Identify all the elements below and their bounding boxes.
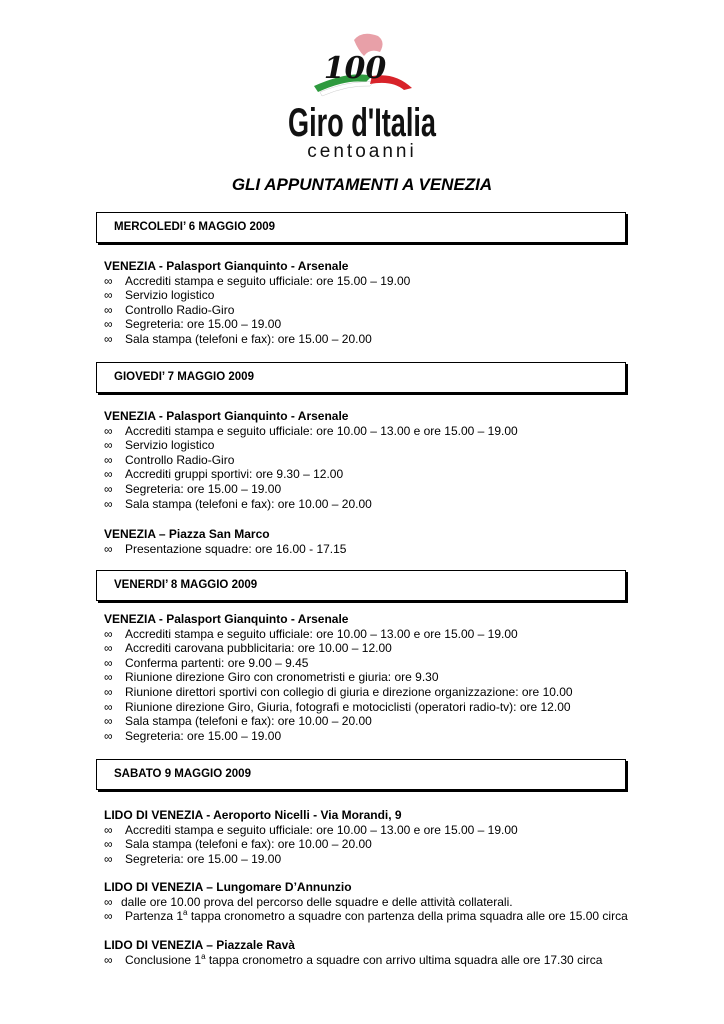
day-section: [104, 259, 664, 347]
list-item: ∞ Accrediti stampa e seguito ufficiale: ore 10.00 – 13.00 e ore 15.00 – 19.00: [104, 626, 518, 641]
location-heading: VENEZIA - Palasport Gianquinto - Arsenale: [104, 612, 349, 626]
list-item: ∞ Riunione direttori sportivi con collegio di giuria e direzione organizzazione: ore 10.00: [104, 684, 573, 699]
infinity-bullet-icon: ∞: [104, 317, 113, 332]
infinity-bullet-icon: ∞: [104, 438, 113, 453]
day-header-box: [96, 212, 626, 243]
day-header-box: [96, 759, 626, 790]
list-item: ∞ Sala stampa (telefoni e fax): ore 10.00 – 20.00: [104, 496, 372, 511]
infinity-bullet-icon: ∞: [104, 714, 113, 729]
infinity-bullet-icon: ∞: [104, 481, 113, 496]
infinity-bullet-icon: ∞: [104, 288, 113, 303]
day-header: MERCOLEDI’ 6 MAGGIO 2009: [114, 221, 276, 233]
list-item: ∞ Conferma partenti: ore 9.00 – 9.45: [104, 655, 309, 670]
location-heading: VENEZIA - Palasport Gianquinto - Arsenale: [104, 409, 349, 423]
day-subsection: [104, 880, 664, 924]
day-subsection: [104, 527, 664, 556]
infinity-bullet-icon: ∞: [104, 641, 113, 656]
logo-number: 100: [323, 51, 387, 86]
location-heading: VENEZIA – Piazza San Marco: [104, 527, 270, 541]
infinity-bullet-icon: ∞: [104, 684, 113, 699]
infinity-bullet-icon: ∞: [104, 837, 113, 852]
day-header: VENERDI’ 8 MAGGIO 2009: [114, 579, 258, 591]
logo-tagline: centoanni: [307, 141, 417, 160]
page-title: GLI APPUNTAMENTI A VENEZIA: [231, 175, 493, 194]
infinity-bullet-icon: ∞: [104, 541, 113, 556]
infinity-bullet-icon: ∞: [104, 273, 113, 288]
logo-brand: Giro d'Italia: [288, 101, 437, 145]
list-item: ∞ Segreteria: ore 15.00 – 19.00: [104, 728, 282, 743]
list-item: ∞ Servizio logistico: [104, 438, 215, 453]
location-heading: LIDO DI VENEZIA – Piazzale Ravà: [104, 938, 295, 952]
infinity-bullet-icon: ∞: [104, 302, 113, 317]
location-heading: VENEZIA - Palasport Gianquinto - Arsenale: [104, 259, 349, 273]
list-item: ∞ Accrediti stampa e seguito ufficiale: ore 10.00 – 13.00 e ore 15.00 – 19.00: [104, 822, 518, 837]
location-heading: LIDO DI VENEZIA - Aeroporto Nicelli - Via Morandi, 9: [104, 808, 402, 822]
list-item: ∞ Presentazione squadre: ore 16.00 - 17.15: [104, 541, 347, 556]
infinity-bullet-icon: ∞: [104, 423, 113, 438]
day-header: SABATO 9 MAGGIO 2009: [114, 768, 251, 780]
day-section: [104, 409, 664, 511]
list-item: ∞ Segreteria: ore 15.00 – 19.00: [104, 851, 282, 866]
list-item: ∞ Accrediti gruppi sportivi: ore 9.30 – 12.00: [104, 467, 344, 482]
list-item: ∞ Accrediti carovana pubblicitaria: ore 10.00 – 12.00: [104, 641, 392, 656]
list-item: ∞ Accrediti stampa e seguito ufficiale: ore 15.00 – 19.00: [104, 273, 411, 288]
day-subsection: [104, 938, 664, 967]
day-header-box: [96, 362, 626, 393]
list-item: ∞ Conclusione 1$^a$ tappa cronometro a squadre con arrivo ultima squadra alle ore 17.30 circa: [104, 951, 603, 967]
infinity-bullet-icon: ∞: [104, 699, 113, 714]
list-item: ∞ dalle ore 10.00 prova del percorso delle squadre e delle attività collaterali.: [104, 894, 513, 909]
list-item: ∞ Controllo Radio-Giro: [104, 452, 235, 467]
giro-ditalia-logo: [0, 30, 724, 160]
infinity-bullet-icon: ∞: [104, 626, 113, 641]
day-section: [104, 612, 664, 743]
infinity-bullet-icon: ∞: [104, 822, 113, 837]
list-item: ∞ Servizio logistico: [104, 288, 215, 303]
infinity-bullet-icon: ∞: [104, 952, 113, 967]
day-header: GIOVEDI’ 7 MAGGIO 2009: [114, 371, 254, 383]
list-item: ∞ Accrediti stampa e seguito ufficiale: ore 10.00 – 13.00 e ore 15.00 – 19.00: [104, 423, 518, 438]
location-heading: LIDO DI VENEZIA – Lungomare D’Annunzio: [104, 880, 352, 894]
list-item: ∞ Riunione direzione Giro con cronometristi e giuria: ore 9.30: [104, 670, 439, 685]
list-item: ∞ Sala stampa (telefoni e fax): ore 10.00 – 20.00: [104, 714, 372, 729]
infinity-bullet-icon: ∞: [104, 670, 113, 685]
list-item: ∞ Segreteria: ore 15.00 – 19.00: [104, 481, 282, 496]
day-header-box: [96, 570, 626, 601]
list-item: ∞ Segreteria: ore 15.00 – 19.00: [104, 317, 282, 332]
infinity-bullet-icon: ∞: [104, 851, 113, 866]
list-item: ∞ Sala stampa (telefoni e fax): ore 10.00 – 20.00: [104, 837, 372, 852]
infinity-bullet-icon: ∞: [104, 655, 113, 670]
infinity-bullet-icon: ∞: [104, 909, 113, 924]
list-item: ∞ Sala stampa (telefoni e fax): ore 15.00 – 20.00: [104, 331, 372, 346]
list-item: ∞ Controllo Radio-Giro: [104, 302, 235, 317]
infinity-bullet-icon: ∞: [104, 894, 113, 909]
infinity-bullet-icon: ∞: [104, 728, 113, 743]
list-item: ∞ Riunione direzione Giro, Giuria, fotografi e motociclisti (operatori radio-tv): ore 12.00: [104, 699, 571, 714]
infinity-bullet-icon: ∞: [104, 467, 113, 482]
day-section: [104, 808, 664, 866]
infinity-bullet-icon: ∞: [104, 452, 113, 467]
list-item: ∞ Partenza 1$^a$ tappa cronometro a squadre con partenza della prima squadra alle ore 15.00 circa: [104, 908, 628, 924]
infinity-bullet-icon: ∞: [104, 496, 113, 511]
infinity-bullet-icon: ∞: [104, 331, 113, 346]
